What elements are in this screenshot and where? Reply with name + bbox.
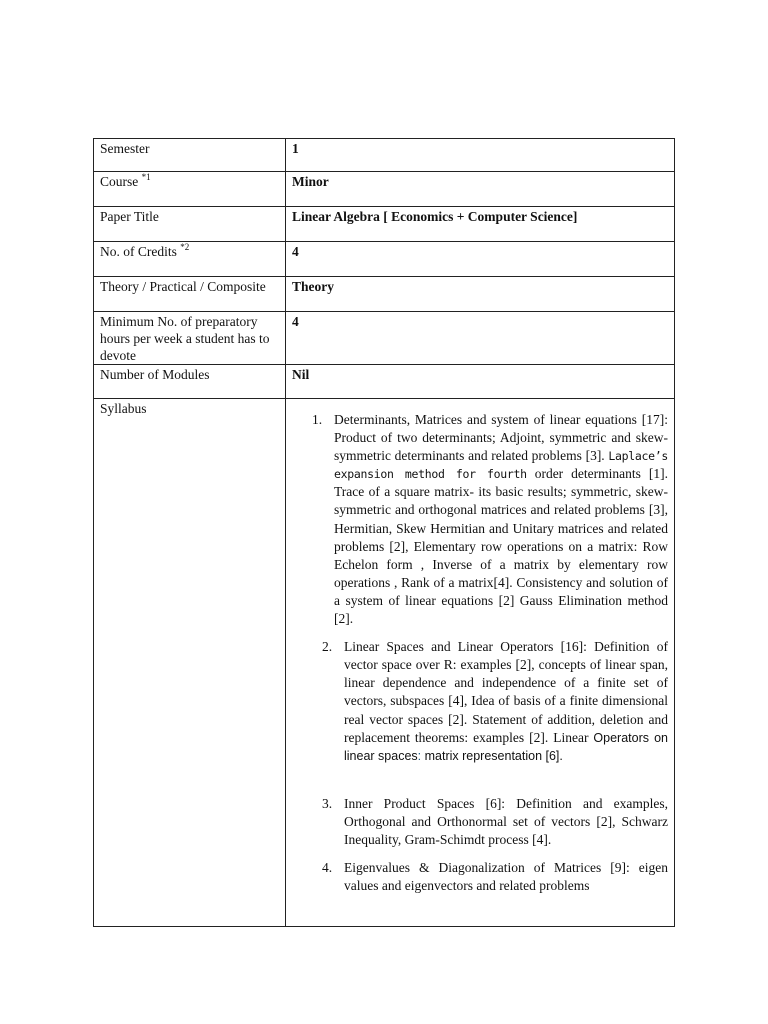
table-row xyxy=(94,207,675,242)
type-label: Theory / Practical / Composite xyxy=(94,277,286,312)
paper-title-label: Paper Title xyxy=(94,207,286,242)
paper-title-value: Linear Algebra [ Economics + Computer Science] xyxy=(286,207,675,242)
semester-label: Semester xyxy=(94,139,286,172)
item-text: Inner Product Spaces [6]: Definition and examples, Orthogonal and Orthonormal set of vectors [2], Schwarz Inequality, Gram-Schimdt process [4]. xyxy=(344,795,668,847)
modules-value: Nil xyxy=(286,365,675,399)
credits-footnote-mark: *2 xyxy=(180,242,190,252)
item-number: 3. xyxy=(322,795,333,811)
modules-label: Number of Modules xyxy=(94,365,286,399)
type-value: Theory xyxy=(286,277,675,312)
item-text: Determinants, Matrices and system of linear equations [17]: Product of two determinants; Adjoint, symmetric and skew-symmetric determinants and related problems [3]. Laplace’s expansion method for fourth order determinants [1]. Trace of a square matrix- its basic results; symmetric, skew-symmetric and orthogonal matrices and related problems [3], Hermitian, Skew Hermitian and Unitary matrices and related problems [2], Elementary row operations on a matrix: Row Echelon form , Inverse of a matrix by elementary row operations , Rank of a matrix[4]. Consistency and solution of a system of linear equations [2] Gauss Elimination method [2]. xyxy=(334,412,669,627)
table-row xyxy=(94,172,675,207)
credits-value: 4 xyxy=(286,242,675,277)
item-number: 2. xyxy=(322,639,333,655)
item-number: 1. xyxy=(312,412,323,427)
item-text: Linear Spaces and Linear Operators [16]: Definition of vector space over R: examples [2], concepts of linear span, linear dependence and independence of a finite set of vectors, subspaces [4], Idea of basis of a finite dimensional real vector spaces [2]. Statement of addition, deletion and replacement theorems: examples [2]. Linear Operators on linear spaces: matrix representation [6]. xyxy=(344,639,668,763)
course-footnote-mark: *1 xyxy=(141,172,151,182)
syllabus-item xyxy=(322,795,668,849)
table-row xyxy=(94,277,675,312)
course-value: Minor xyxy=(286,172,675,207)
prep-hours-value: 4 xyxy=(286,312,675,365)
credits-label: No. of Credits $^{*2}$ xyxy=(94,242,286,277)
course-label: Course $^{*1}$ xyxy=(94,172,286,207)
syllabus-content xyxy=(286,399,675,927)
table-row xyxy=(94,242,675,277)
course-details-table xyxy=(93,138,675,927)
table-row xyxy=(94,139,675,172)
item-number: 4. xyxy=(322,860,333,876)
syllabus-item xyxy=(322,859,668,895)
table-row xyxy=(94,399,675,927)
syllabus-item xyxy=(312,411,668,628)
prep-hours-label: Minimum No. of preparatory hours per week a student has to devote xyxy=(94,312,286,365)
item-text: Eigenvalues & Diagonalization of Matrices [9]: eigen values and eigenvectors and related problems xyxy=(344,860,668,894)
syllabus-label: Syllabus xyxy=(94,399,286,927)
table-row xyxy=(94,365,675,399)
syllabus-item xyxy=(322,638,668,765)
table-row xyxy=(94,312,675,365)
semester-value: 1 xyxy=(286,139,675,172)
